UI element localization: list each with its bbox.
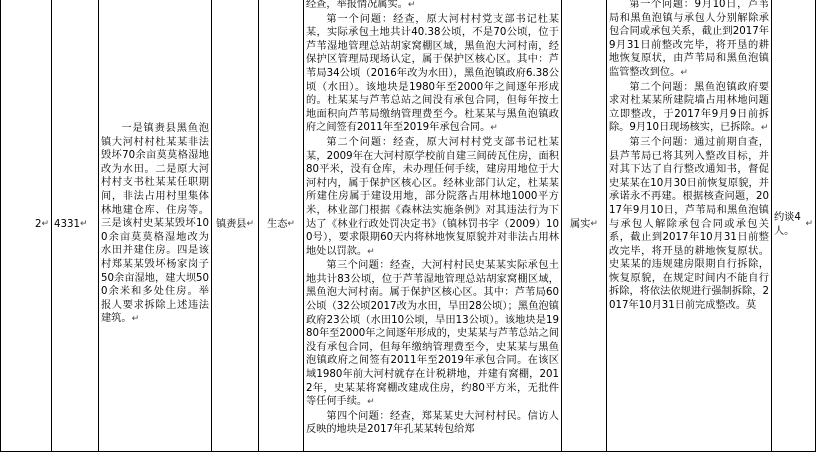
county-name: 镇赉县	[215, 218, 247, 230]
investigation-cell	[304, 0, 562, 452]
return-mark: ↵	[805, 218, 813, 229]
verdict-cell	[562, 0, 607, 452]
investigation-paragraph: 第一个问题：经查，原大河村村党支部书记杜某某，实际承包土地共计40.38公顷，不是70公顷，位于芦苇湿地管理总站胡家窝棚区域，黑鱼泡大河村南，经保护区管理局现场认定，属于保护区核心区。其中：芦苇局34公顷（2016年改为水田），黑鱼泡镇政府6.38公顷（水田）。该地块是1980年至2000年之间逐年形成的。杜某某与芦苇总站之间没有承包合同，但每年按土地面积向芦苇局缴纳管理费至今。杜某某与黑鱼泡镇政府之间签有2011年至2019年承包合同。↵	[306, 13, 559, 134]
accountability-cell	[772, 0, 816, 452]
category-label: 生态	[267, 218, 288, 230]
complaint-cell	[99, 0, 212, 452]
rectification-paragraph: 第一个问题：9月10日，芦苇局和黑鱼泡镇与承包人分别解除承包合同或承包关系，截止到2017年9月31日前整改完毕，将开垦的耕地恢复原状，由芦苇局和黑鱼泡镇监管整改到位。↵	[609, 0, 769, 78]
rectification-cell	[607, 0, 772, 452]
return-mark: ↵	[79, 218, 88, 229]
investigation-paragraph: 经查，举报情况属实。↵	[306, 0, 416, 10]
rectification-paragraph: 第三个问题：通过前期自查，县芦苇局已将其列入整改目标，并对其下达了自行整改通知书，督促史某某在10月30日前恢复原貌，并承诺永不再建。根据核查问题，2017年9月10日，芦苇局和黑鱼泡镇与承包人解除承包合同或承包关系，截止到2017年10月31日前整改完毕，将开垦的耕地恢复原状。史某某的违规建房限期自行拆除，恢复原貌，在规定时间内不能自行拆除，将依法依规进行强制拆除，2017年10月31日前完成整改。莫	[609, 136, 769, 312]
case-id-cell	[52, 0, 99, 452]
case-id: 4331	[54, 218, 80, 230]
investigation-paragraph: 第二个问题：经查，原大河村村党支部书记杜某某，2009年在大河村原学校前自建三间砖瓦住房，面积80平米，没有仓库，未办理任何手续，建房用地位于大河村内，属于保护区核心区。经林业部门认定，杜某某所建住房属于建设用地，部分院落占用林地1000平方米，林业部门根据《森林法实施条例》对其违法行为下达了《林业行政处罚决定书》（镇林罚书字（2009）100号），要求限期60天内将林地恢复原貌并对非法占用林地处以罚款。↵	[306, 136, 559, 257]
investigation-paragraph: 第三个问题：经查，大河村村民史某某实际承包土地共计83公顷，位于芦苇湿地管理总站胡家窝棚区域，黑鱼泡大河村南。属于保护区核心区。其中：芦苇局60公顷（32公顷2017改为水田，旱田28公顷）；黑鱼泡镇政府23公顷（水田10公顷，旱田13公顷）。该地块是1980年至2000年之间逐年形成的，史某某与芦苇总站之间没有承包合同，但每年缴纳管理费至今，史某某与黑鱼泡镇政府之间签有2011年至2019年承包合同。在该区域1980年前大河村就存在计税耕地，并建有窝棚，2012年，史某某将窝棚改建成住房，约80平方米，无批件等任何手续。↵	[306, 260, 559, 408]
seq-cell	[1, 0, 52, 452]
verdict-label: 属实	[570, 218, 591, 230]
return-mark: ↵	[287, 218, 295, 229]
category-cell	[259, 0, 304, 452]
table-row	[1, 0, 816, 452]
investigation-paragraph: 第四个问题：经查，郑某某史大河村村民。信访人反映的地块是2017年孔某某转包给郑	[306, 410, 559, 436]
seq-number: 2	[34, 218, 42, 230]
accountability-text: 约谈4人。	[774, 211, 801, 237]
return-mark: ↵	[246, 218, 255, 229]
return-mark: ↵	[41, 218, 49, 229]
complaint-text: 一是镇赉县黑鱼泡镇大河村村杜某某非法毁坏70余亩莫莫格湿地改为水田。二是原大河村村支书杜某某任职期间，非法占用村里集体林地建仓库、住房等。三是该村史某某毁坏100余亩莫莫格湿地改为水田并建住房。四是该村郑某某毁坏杨家岗子50余亩湿地，建大坝500余米和多处住房。举报人要求拆除上述违法建筑。↵	[101, 123, 209, 325]
rectification-paragraph: 第二个问题：黑鱼泡镇政府要求对杜某某所建院墙占用林地问题立即整改，于2017年9月9日前拆除。9月10日现场核实，已拆除。↵	[609, 81, 769, 134]
county-cell	[212, 0, 259, 452]
return-mark: ↵	[590, 218, 598, 229]
